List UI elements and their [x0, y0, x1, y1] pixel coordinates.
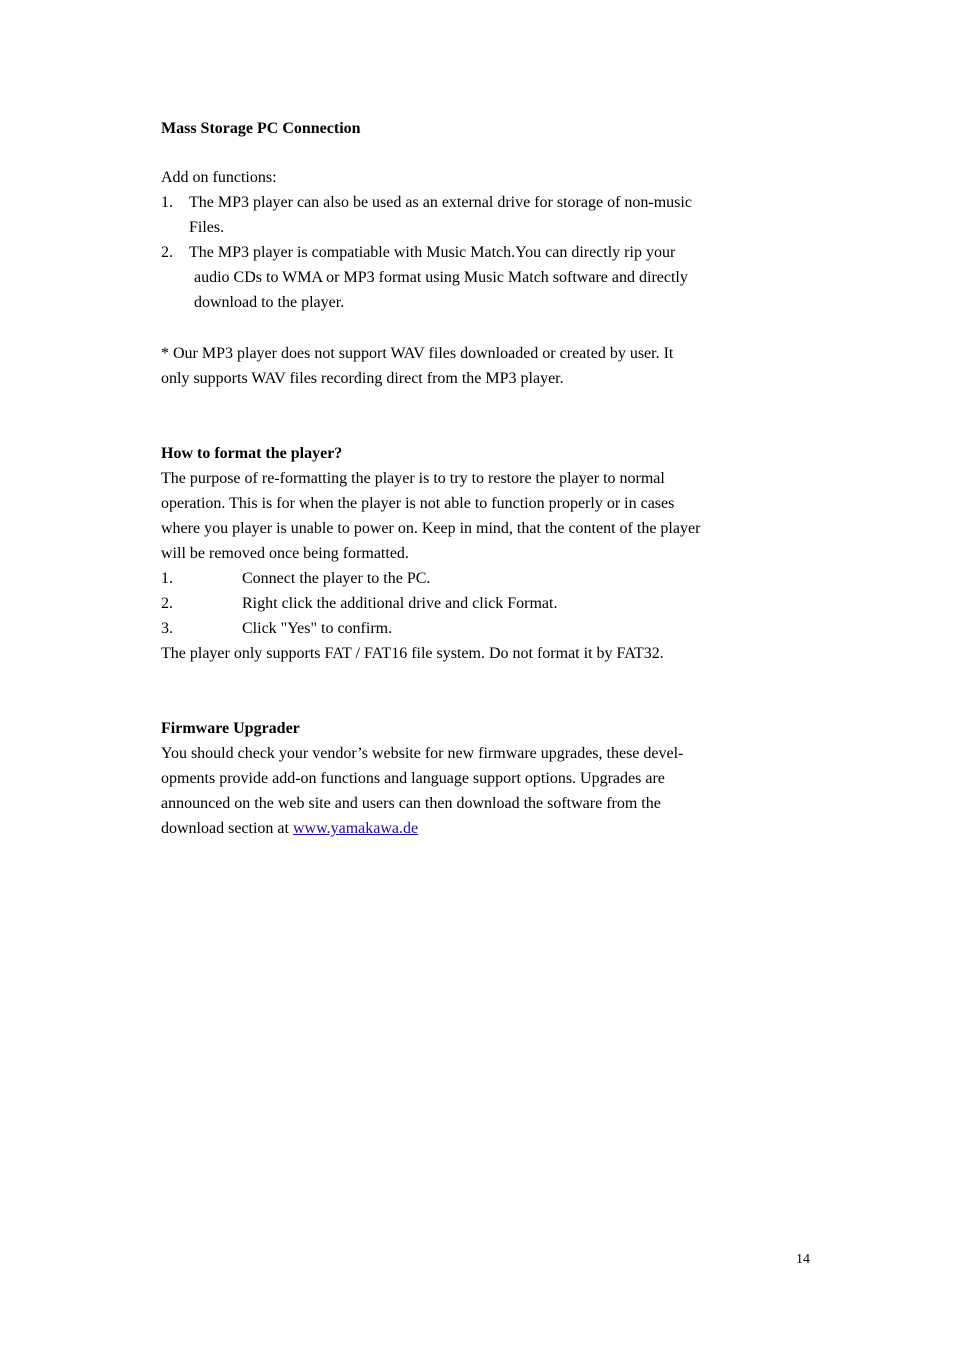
- step-text: Connect the player to the PC.: [242, 570, 431, 587]
- list-item-text: audio CDs to WMA or MP3 format using Music Match software and directly: [194, 269, 688, 286]
- note-text: only supports WAV files recording direct from the MP3 player.: [161, 370, 564, 387]
- step-text: Click "Yes" to confirm.: [242, 620, 393, 637]
- step-number: 2.: [161, 595, 173, 612]
- vendor-website-link[interactable]: www.yamakawa.de: [292, 820, 419, 837]
- list-item-text: download to the player.: [194, 294, 345, 311]
- step-text: Right click the additional drive and click Format.: [242, 595, 558, 612]
- step-number: 3.: [161, 620, 173, 637]
- closing-text: The player only supports FAT / FAT16 file system. Do not format it by FAT32.: [161, 645, 664, 662]
- paragraph-line-with-link: [161, 816, 418, 841]
- paragraph-line: opments provide add-on functions and language support options. Upgrades are: [161, 770, 665, 787]
- link-prefix-text: download section at: [161, 820, 293, 837]
- list-item-text: Files.: [189, 219, 225, 236]
- list-item-text: The MP3 player is compatiable with Music Match.You can directly rip your: [189, 244, 676, 261]
- paragraph-line: where you player is unable to power on. Keep in mind, that the content of the player: [161, 520, 701, 537]
- list-item-number: 2.: [161, 244, 173, 261]
- paragraph-line: The purpose of re-formatting the player is to try to restore the player to normal: [161, 470, 665, 487]
- paragraph-line: will be removed once being formatted.: [161, 545, 409, 562]
- section-heading-mass-storage: Mass Storage PC Connection: [161, 120, 361, 137]
- note-text: * Our MP3 player does not support WAV files downloaded or created by user. It: [161, 345, 674, 362]
- page-number: 14: [796, 1252, 810, 1267]
- paragraph-line: announced on the web site and users can then download the software from the: [161, 795, 661, 812]
- list-item-number: 1.: [161, 194, 173, 211]
- paragraph-line: You should check your vendor’s website for new firmware upgrades, these devel-: [161, 745, 684, 762]
- section-heading-firmware: Firmware Upgrader: [161, 720, 300, 737]
- intro-text: Add on functions:: [161, 169, 277, 186]
- list-item-text: The MP3 player can also be used as an external drive for storage of non-music: [189, 194, 692, 211]
- step-number: 1.: [161, 570, 173, 587]
- section-heading-format: How to format the player?: [161, 445, 343, 462]
- paragraph-line: operation. This is for when the player is not able to function properly or in cases: [161, 495, 675, 512]
